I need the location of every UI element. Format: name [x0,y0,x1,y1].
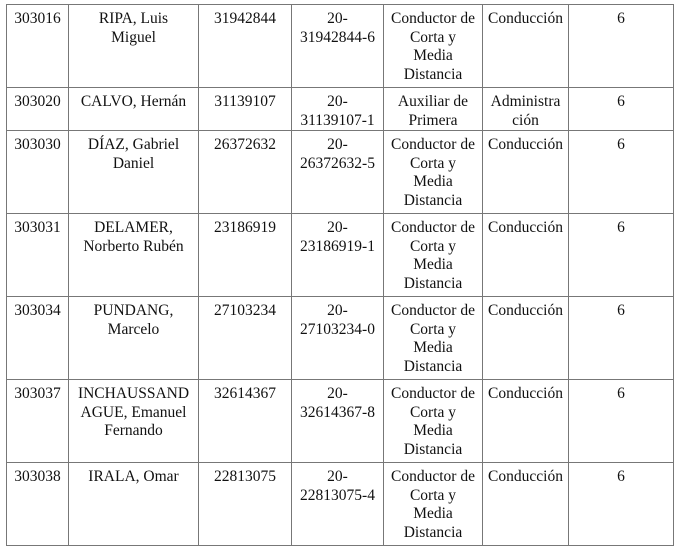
cell-nombre [69,380,199,463]
cell-categoria [384,214,483,297]
cell-legajo: 303016 [7,5,69,88]
cell-dni: 22813075 [199,463,292,546]
table-row [7,463,674,546]
cell-nombre [69,214,199,297]
cell-cuil [292,131,384,214]
cell-sector [483,463,569,546]
cell-categoria-line: Corta y [409,320,457,338]
cell-valor: 6 [569,88,674,131]
cell-cuil [292,297,384,380]
cell-sector [483,131,569,214]
cell-cuil [292,5,384,88]
cell-legajo: 303034 [7,297,69,380]
cell-categoria-line: Auxiliar de [397,93,469,110]
cell-categoria [384,131,483,214]
cell-nombre [69,131,199,214]
cell-legajo: 303037 [7,380,69,463]
cell-cuil-line: 20- [327,10,348,27]
cell-categoria-line: Conductor de [391,10,475,27]
cell-legajo: 303030 [7,131,69,214]
cell-nombre-line: Daniel [112,154,155,172]
cell-valor: 6 [569,131,674,214]
cell-dni: 32614367 [199,380,292,463]
cell-categoria-line: Conductor de [391,136,475,154]
cell-nombre-line: RIPA, Luis [98,10,169,27]
cell-nombre-line: CALVO, Hernán [80,93,187,110]
cell-categoria-line: Distancia [403,65,463,83]
cell-sector-line: ción [512,111,539,129]
cell-categoria-line: Media [413,173,453,191]
cell-categoria-line: Conductor de [391,468,475,486]
cell-sector [483,214,569,297]
cell-valor: 6 [569,463,674,546]
employee-table-body [7,5,674,546]
cell-sector-line: Conducción [488,302,563,320]
cell-sector-line: Conducción [488,219,563,237]
cell-categoria-line: Media [413,256,453,274]
cell-nombre-line: Fernando [104,422,163,440]
cell-legajo: 303031 [7,214,69,297]
cell-valor: 6 [569,380,674,463]
table-row [7,297,674,380]
cell-cuil [292,214,384,297]
table-row [7,131,674,214]
cell-nombre [69,463,199,546]
cell-categoria-line: Distancia [403,523,463,541]
cell-categoria-line: Corta y [409,154,457,172]
cell-cuil-line: 20- [327,219,348,237]
table-row [7,88,674,131]
cell-cuil-line: 22813075-4 [300,486,375,504]
cell-cuil [292,88,384,131]
cell-sector [483,5,569,88]
cell-categoria-line: Corta y [409,403,457,421]
cell-nombre-line: INCHAUSSAND [77,385,190,403]
cell-sector [483,380,569,463]
cell-cuil-line: 31139107-1 [300,111,375,129]
cell-categoria-line: Conductor de [391,385,475,403]
table-row [7,5,674,88]
cell-categoria [384,5,483,88]
cell-valor: 6 [569,214,674,297]
table-row [7,380,674,463]
cell-dni: 23186919 [199,214,292,297]
cell-cuil-line: 26372632-5 [300,154,375,172]
cell-valor: 6 [569,5,674,88]
cell-sector [483,297,569,380]
cell-sector [483,88,569,131]
cell-nombre-line: IRALA, Omar [88,468,179,486]
cell-categoria-line: Distancia [403,357,463,375]
cell-sector-line: Conducción [488,385,563,403]
cell-cuil-line: 27103234-0 [300,320,375,338]
cell-categoria-line: Distancia [403,440,463,458]
cell-nombre-line: DÍAZ, Gabriel [87,136,180,154]
cell-categoria-line: Media [413,339,453,357]
cell-legajo: 303038 [7,463,69,546]
cell-dni: 27103234 [199,297,292,380]
cell-cuil [292,380,384,463]
cell-nombre [69,88,199,131]
cell-categoria-line: Conductor de [391,219,475,237]
employee-table [6,4,674,546]
cell-cuil-line: 32614367-8 [300,403,375,421]
table-row [7,214,674,297]
cell-categoria [384,88,483,131]
cell-sector-line: Administra [490,93,561,110]
cell-categoria-line: Media [413,505,453,523]
cell-nombre-line: DELAMER, [94,219,173,237]
cell-categoria-line: Corta y [409,486,457,504]
cell-sector-line: Conducción [488,136,563,154]
cell-categoria [384,380,483,463]
cell-nombre-line: PUNDANG, [93,302,174,320]
cell-valor: 6 [569,297,674,380]
cell-sector-line: Conducción [488,10,563,27]
cell-categoria-line: Conductor de [391,302,475,320]
cell-categoria [384,297,483,380]
cell-cuil-line: 20- [327,93,348,110]
cell-categoria-line: Media [413,47,453,65]
cell-nombre-line: Marcelo [107,320,160,338]
cell-nombre-line: Miguel [111,28,156,46]
cell-cuil-line: 20- [327,385,348,403]
cell-categoria-line: Media [413,422,453,440]
cell-cuil-line: 23186919-1 [300,237,375,255]
cell-nombre [69,5,199,88]
cell-nombre-line: AGUE, Emanuel [80,403,187,421]
cell-sector-line: Conducción [488,468,563,486]
cell-categoria-line: Distancia [403,191,463,209]
cell-categoria-line: Distancia [403,274,463,292]
cell-categoria [384,463,483,546]
cell-categoria-line: Primera [408,111,458,129]
cell-cuil-line: 20- [327,302,348,320]
cell-dni: 31942844 [199,5,292,88]
cell-categoria-line: Corta y [409,237,457,255]
cell-dni: 26372632 [199,131,292,214]
cell-legajo: 303020 [7,88,69,131]
cell-categoria-line: Corta y [409,28,457,46]
cell-cuil-line: 31942844-6 [300,28,375,46]
cell-cuil-line: 20- [327,136,348,154]
cell-dni: 31139107 [199,88,292,131]
cell-cuil-line: 20- [327,468,348,486]
cell-nombre [69,297,199,380]
cell-nombre-line: Norberto Rubén [83,237,184,255]
cell-cuil [292,463,384,546]
